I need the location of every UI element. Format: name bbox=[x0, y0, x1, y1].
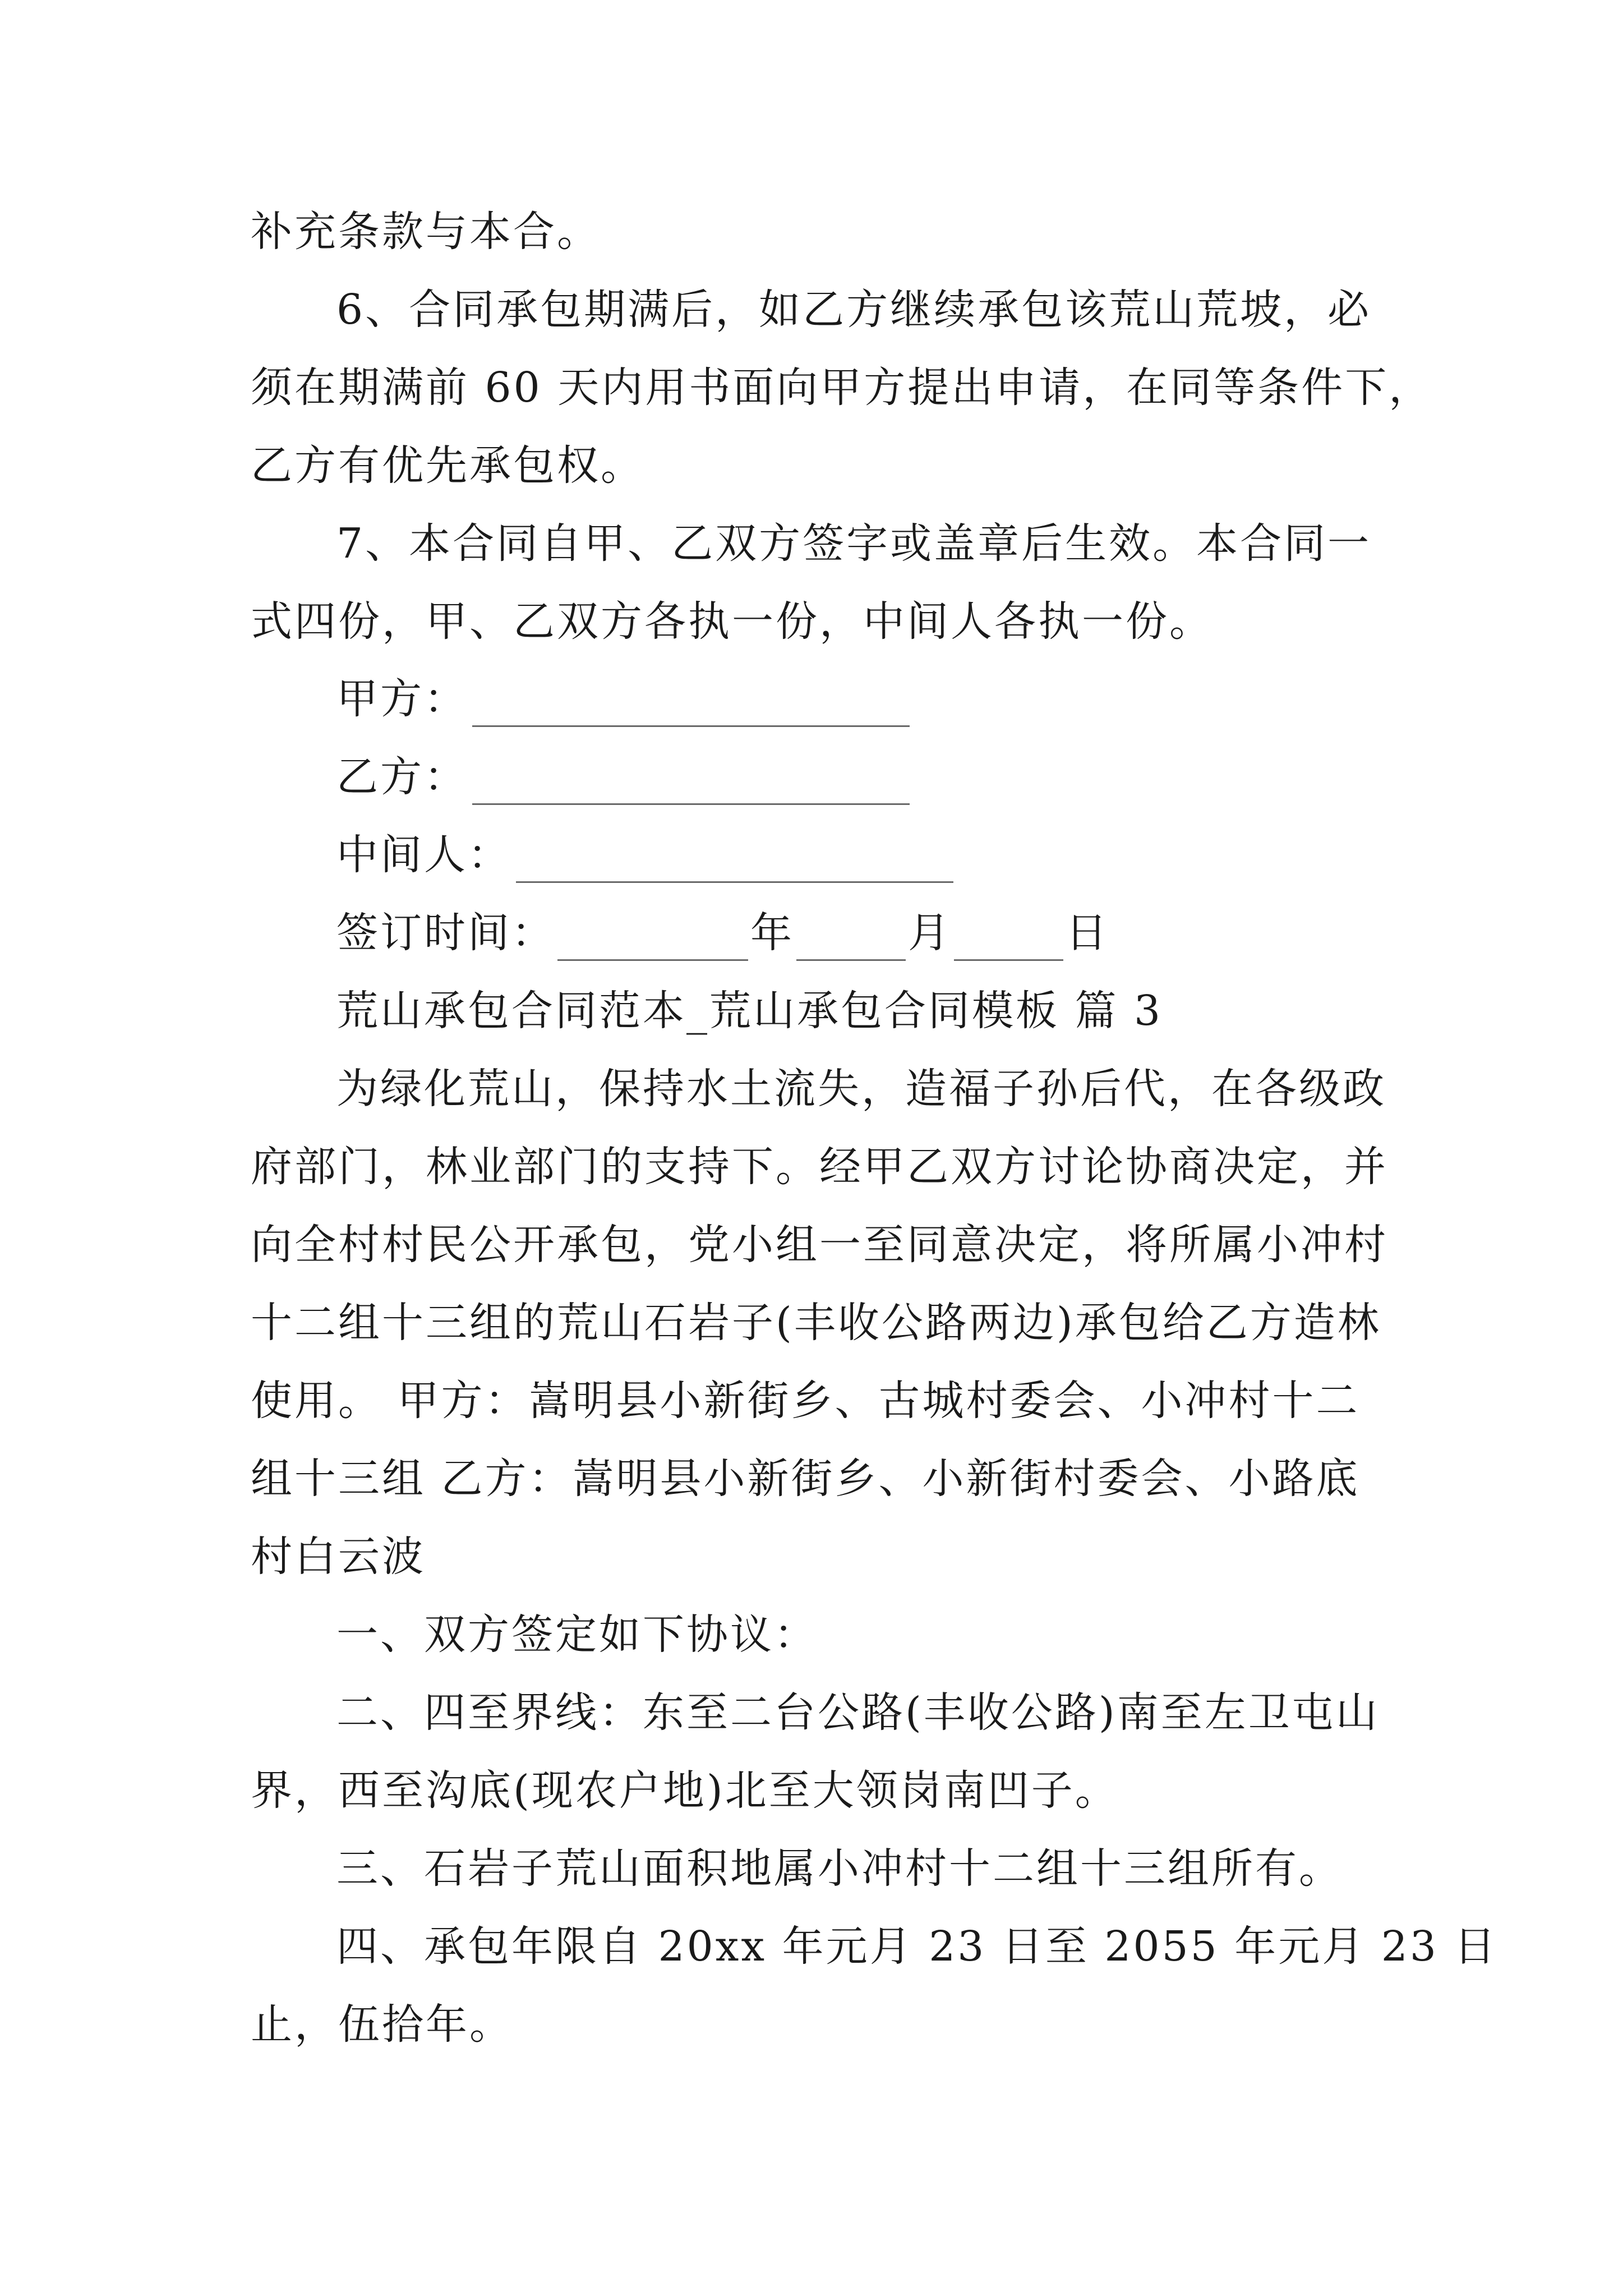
paragraph-line: 为绿化荒山，保持水土流失，造福子孙后代，在各级政 bbox=[336, 1065, 1386, 1113]
year-blank bbox=[557, 922, 748, 961]
party-a-label: 甲方： bbox=[336, 675, 468, 723]
paragraph-line: 十二组十三组的荒山石岩子(丰收公路两边)承包给乙方造林 bbox=[251, 1299, 1381, 1347]
paragraph-line: 6、合同承包期满后，如乙方继续承包该荒山荒坡，必 bbox=[336, 286, 1372, 334]
paragraph-line: 式四份，甲、乙双方各执一份，中间人各执一份。 bbox=[251, 597, 1213, 646]
day-blank bbox=[954, 922, 1063, 961]
date-label: 签订时间： bbox=[336, 909, 555, 957]
middleman-signature bbox=[336, 827, 953, 883]
paragraph-line: 界，西至沟底(现农户地)北至大领岗南凹子。 bbox=[251, 1766, 1119, 1815]
party-a-signature bbox=[336, 671, 910, 727]
paragraph-line: 村白云波 bbox=[251, 1533, 426, 1581]
paragraph-line: 止，伍拾年。 bbox=[251, 2000, 513, 2049]
party-b-blank bbox=[472, 766, 910, 805]
middleman-blank bbox=[516, 844, 953, 883]
party-b-signature bbox=[336, 749, 910, 805]
month-blank bbox=[796, 922, 906, 961]
paragraph-line: 组十三组 乙方：嵩明县小新街乡、小新街村委会、小路底 bbox=[251, 1455, 1360, 1503]
paragraph-line: 三、石岩子荒山面积地属小冲村十二组十三组所有。 bbox=[336, 1844, 1343, 1893]
middleman-label: 中间人： bbox=[336, 831, 511, 879]
paragraph-line: 四、承包年限自 20xx 年元月 23 日至 2055 年元月 23 日 bbox=[336, 1922, 1498, 1971]
party-b-label: 乙方： bbox=[336, 753, 468, 801]
paragraph-line: 使用。 甲方：嵩明县小新街乡、古城村委会、小冲村十二 bbox=[251, 1377, 1360, 1425]
paragraph-line: 二、四至界线：东至二台公路(丰收公路)南至左卫屯山 bbox=[336, 1688, 1380, 1737]
party-a-blank bbox=[472, 688, 910, 727]
year-label: 年 bbox=[750, 909, 794, 957]
paragraph-line: 7、本合同自甲、乙双方签字或盖章后生效。本合同一 bbox=[336, 519, 1372, 568]
paragraph-line: 一、双方签定如下协议： bbox=[336, 1611, 818, 1659]
day-label: 日 bbox=[1066, 909, 1109, 957]
signing-date bbox=[336, 905, 1109, 961]
month-label: 月 bbox=[908, 909, 952, 957]
paragraph-line: 向全村村民公开承包，党小组一至同意决定，将所属小冲村 bbox=[251, 1221, 1388, 1269]
paragraph-line: 须在期满前 60 天内用书面向甲方提出申请，在同等条件下， bbox=[251, 364, 1433, 412]
paragraph-line: 府部门，林业部门的支持下。经甲乙双方讨论协商决定，并 bbox=[251, 1143, 1388, 1191]
paragraph-line: 乙方有优先承包权。 bbox=[251, 441, 644, 490]
paragraph-line: 补充条款与本合。 bbox=[251, 208, 601, 256]
section-title: 荒山承包合同范本_荒山承包合同模板 篇 3 bbox=[336, 987, 1163, 1035]
